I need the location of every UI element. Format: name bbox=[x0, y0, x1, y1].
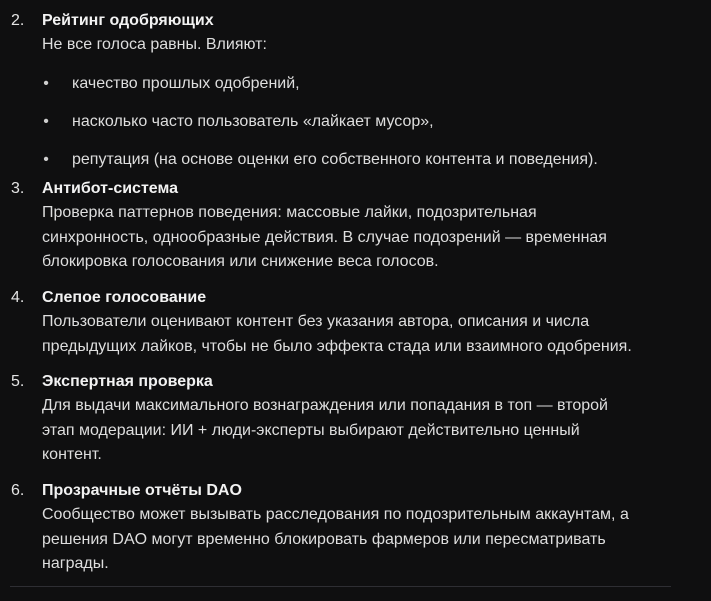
list-item bbox=[0, 286, 682, 359]
text-line: Пользователи оценивают контент без указания автора, описания и числа bbox=[42, 313, 590, 330]
text-line: Сообщество может вызывать расследования по подозрительным аккаунтам, а bbox=[42, 506, 629, 523]
list-item-number: 4. bbox=[11, 289, 25, 306]
list-item-number: 2. bbox=[11, 12, 25, 29]
list-item-text bbox=[42, 503, 682, 577]
list-item-title: Слепое голосование bbox=[42, 289, 207, 306]
bullet-text: репутация (на основе оценки его собственного контента и поведения). bbox=[72, 150, 598, 168]
text-line: Для выдачи максимального вознаграждения или попадания в топ — второй bbox=[42, 397, 608, 414]
bullet-text: насколько часто пользователь «лайкает мусор», bbox=[72, 112, 434, 130]
bullet-icon: • bbox=[43, 112, 49, 130]
text-line: контент. bbox=[42, 446, 102, 463]
list-item-number: 3. bbox=[11, 180, 25, 197]
list-item-title: Прозрачные отчёты DAO bbox=[42, 482, 242, 499]
list-item-text bbox=[42, 201, 682, 275]
list-item-text: Не все голоса равны. Влияют: bbox=[42, 36, 267, 53]
text-line: синхронность, однообразные действия. В случае подозрений — временная bbox=[42, 228, 607, 246]
list-item bbox=[0, 479, 682, 577]
divider bbox=[10, 586, 671, 587]
text-line: предыдущих лайков, чтобы не было эффекта стада или взаимного одобрения. bbox=[42, 337, 632, 355]
list-item-title: Экспертная проверка bbox=[42, 373, 213, 390]
list-item bbox=[0, 370, 682, 468]
list-item-title: Рейтинг одобряющих bbox=[42, 12, 214, 29]
bullet-icon: • bbox=[43, 150, 49, 168]
list-item bbox=[0, 9, 682, 172]
bullet-item bbox=[42, 148, 682, 172]
bullet-text: качество прошлых одобрений, bbox=[72, 74, 300, 92]
list-item-title: Антибот-система bbox=[42, 180, 178, 197]
bullet-list bbox=[42, 72, 682, 172]
text-line: награды. bbox=[42, 555, 109, 572]
list-item-text bbox=[42, 310, 682, 359]
list-item bbox=[0, 177, 682, 275]
list-item-number: 5. bbox=[11, 373, 25, 390]
bullet-item bbox=[42, 110, 682, 134]
bullet-item bbox=[42, 72, 682, 96]
list-item-number: 6. bbox=[11, 482, 25, 499]
text-line: решения DAO могут временно блокировать фармеров или пересматривать bbox=[42, 530, 606, 548]
bullet-icon: • bbox=[43, 74, 49, 92]
list-item-text bbox=[42, 394, 682, 468]
text-line: этап модерации: ИИ + люди-эксперты выбирают действительно ценный bbox=[42, 421, 580, 439]
text-line: Проверка паттернов поведения: массовые лайки, подозрительная bbox=[42, 204, 537, 221]
text-line: блокировка голосования или снижение веса голосов. bbox=[42, 253, 439, 270]
